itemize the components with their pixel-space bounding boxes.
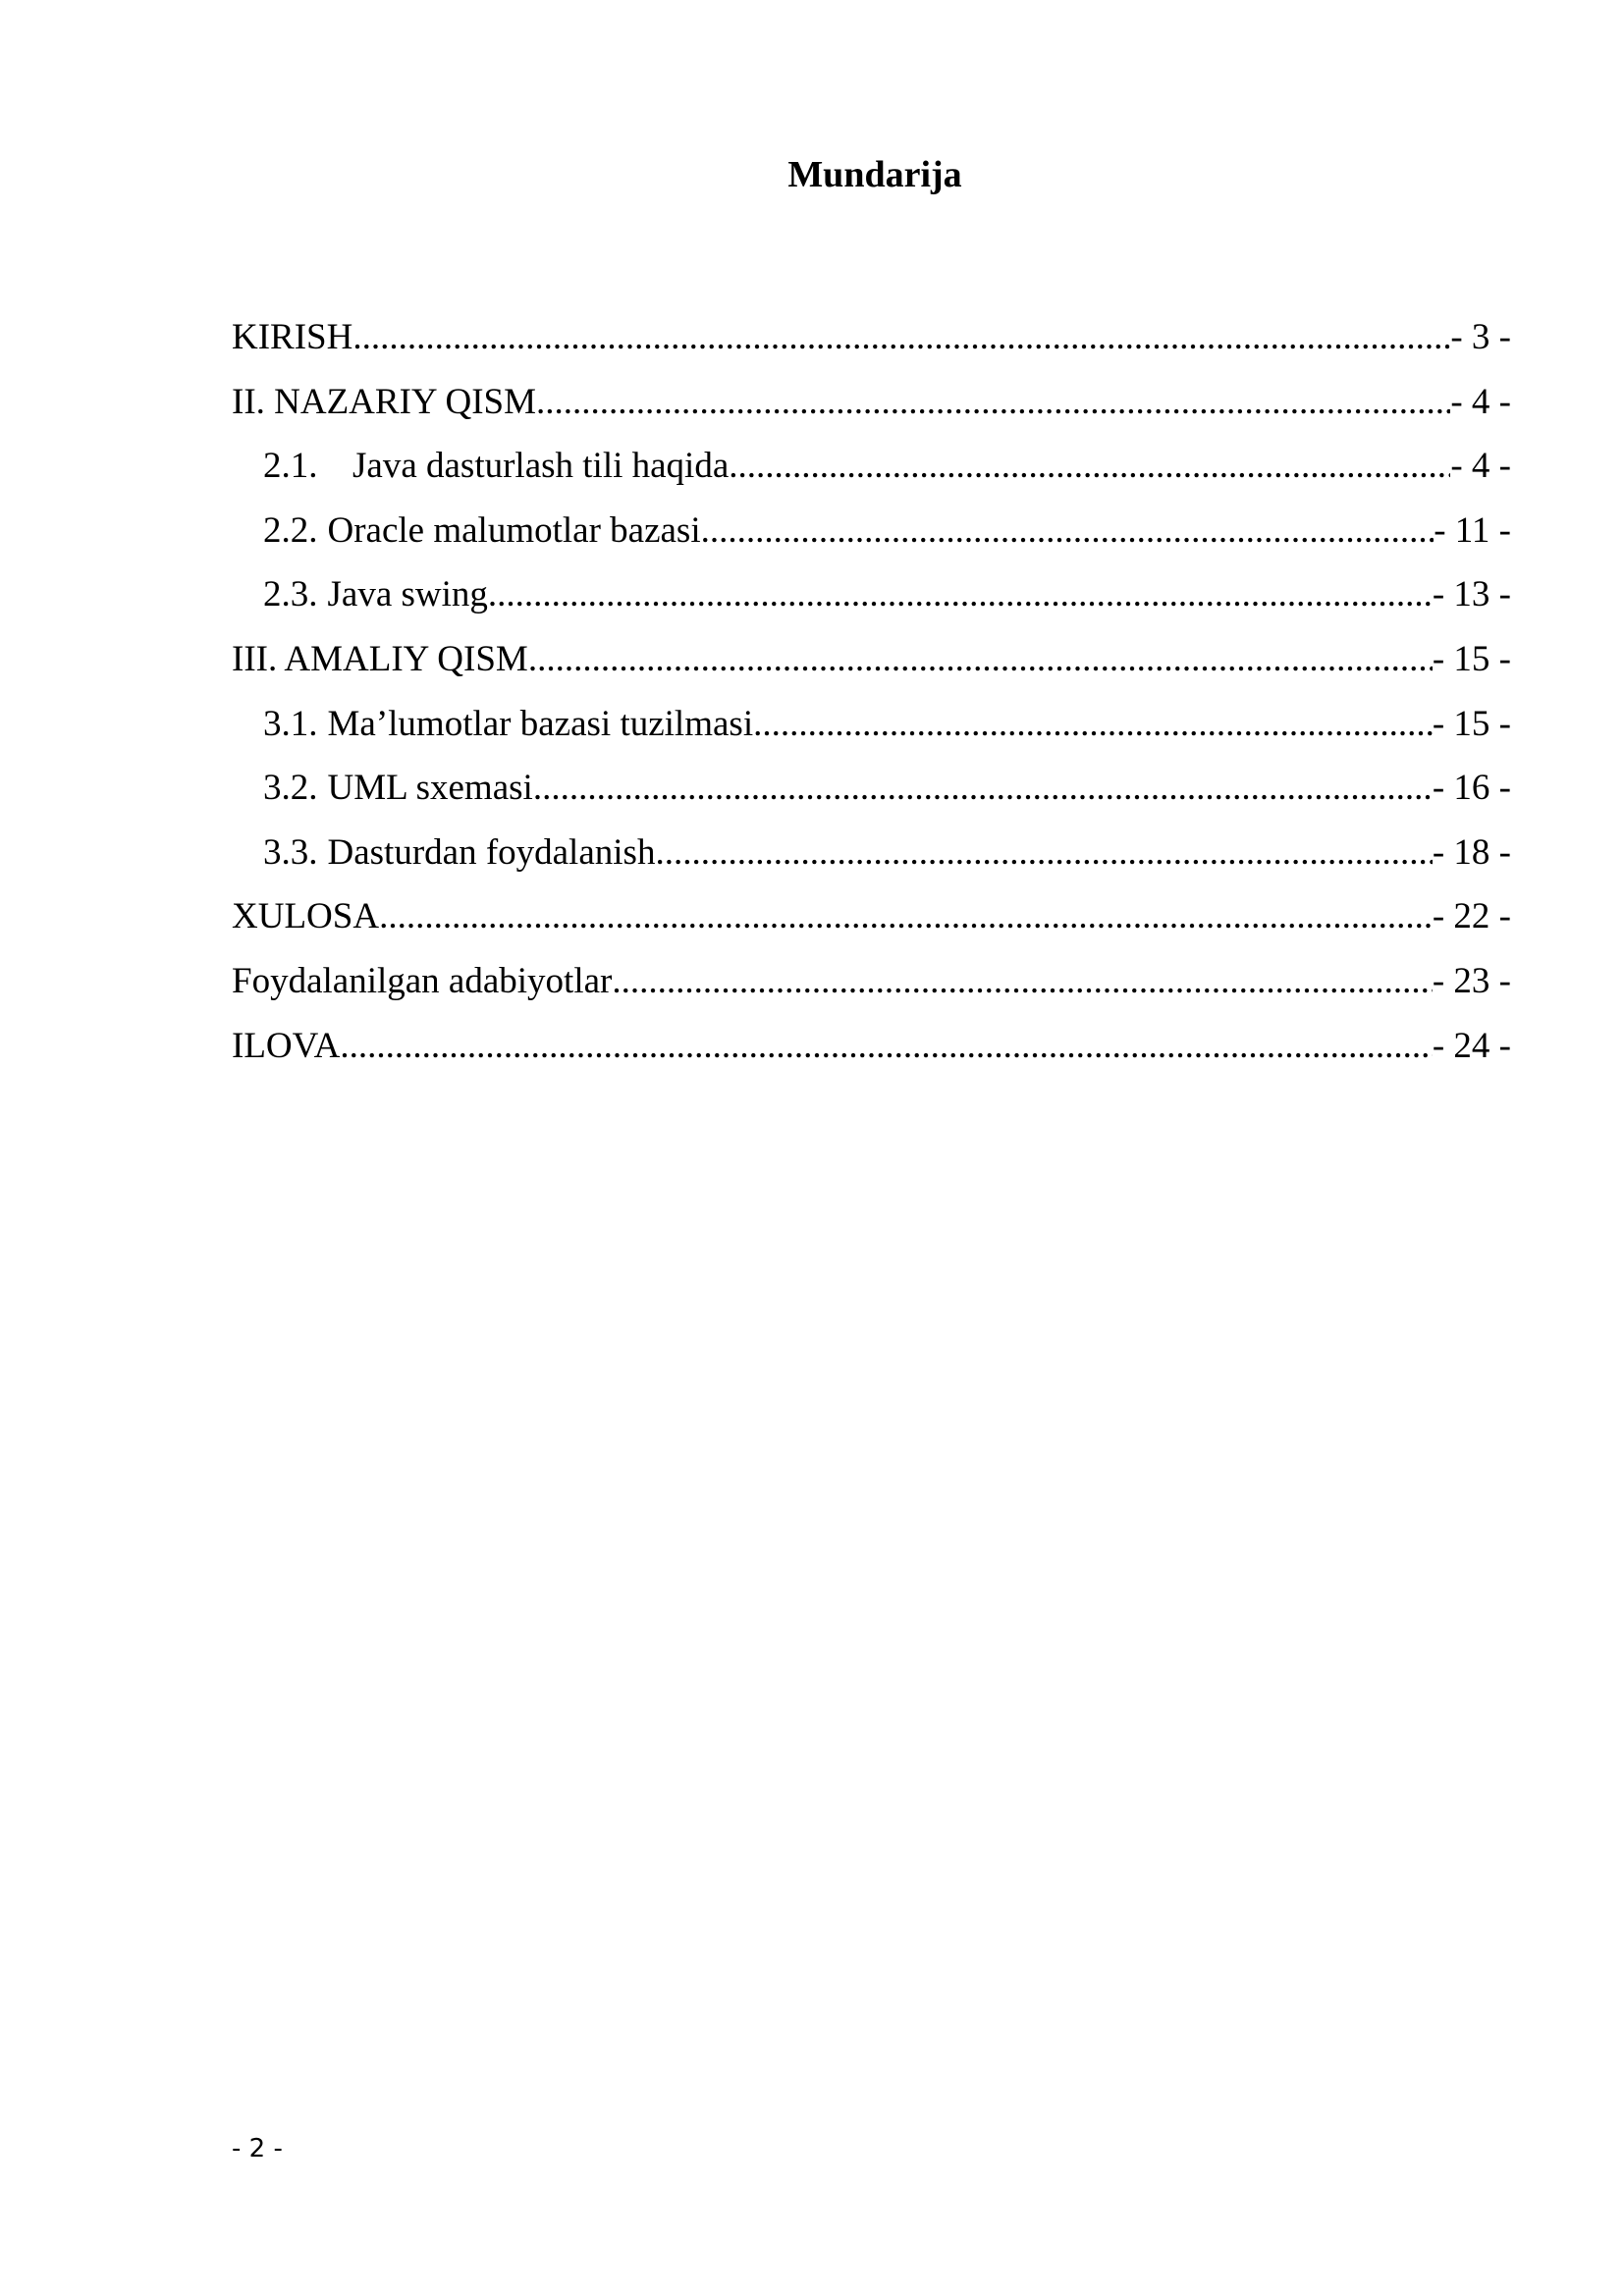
toc-entry-page: - 24 - [1432,1025,1511,1066]
toc-entry-text: Oracle malumotlar bazasi [327,509,701,551]
toc-entry-number: 3.3. [263,831,318,873]
toc-entry-page: - 18 - [1432,831,1511,873]
page-title: Mundarija [787,154,962,195]
toc-entry-text: UML sxemasi [327,768,533,809]
toc-entry-xulosa[interactable] [232,884,1511,949]
toc-entry-text: Java swing [327,574,488,615]
toc-entry-page: - 15 - [1432,638,1511,679]
toc-entry-java-dasturlash[interactable] [232,434,1511,499]
toc-entry-text: III. AMALIY QISM [232,638,528,679]
toc-dot-leader [379,884,1433,949]
toc-entry-java-swing[interactable] [232,562,1511,627]
toc-dot-leader [536,370,1450,435]
toc-entry-adabiyotlar[interactable] [232,949,1511,1014]
toc-entry-number: 3.1. [263,703,318,744]
toc-dot-leader [612,949,1432,1014]
toc-dot-leader [655,821,1432,885]
toc-entry-text: Dasturdan foydalanish [327,831,656,873]
toc-entry-ilova[interactable] [232,1014,1511,1079]
toc-entry-malumotlar-tuzilmasi[interactable] [232,692,1511,757]
toc-entry-page: - 23 - [1432,960,1511,1001]
toc-entry-text: Java dasturlash tili haqida [352,446,730,487]
toc-entry-text: KIRISH [232,317,353,357]
toc-entry-page: - 13 - [1432,574,1511,615]
toc-entry-dasturdan-foydalanish[interactable] [232,821,1511,885]
toc-entry-uml-sxemasi[interactable] [232,756,1511,821]
toc-entry-page: - 22 - [1432,896,1511,937]
toc-dot-leader [488,562,1433,627]
toc-dot-leader [753,692,1433,757]
toc-entry-kirish[interactable] [232,305,1511,370]
toc-dot-leader [352,305,1450,370]
toc-entry-page: - 16 - [1432,768,1511,809]
table-of-contents [232,305,1511,1078]
toc-dot-leader [729,434,1450,499]
toc-entry-amaliy-qism[interactable] [232,627,1511,692]
toc-entry-text: Foydalanilgan adabiyotlar [232,960,613,1001]
toc-dot-leader [340,1014,1433,1079]
toc-entry-page: - 4 - [1450,446,1511,487]
toc-entry-page: - 15 - [1432,703,1511,744]
toc-entry-text: XULOSA [232,896,380,937]
toc-dot-leader [701,499,1435,563]
toc-entry-number: 3.2. [263,768,318,809]
toc-entry-nazariy-qism[interactable] [232,370,1511,435]
page-number: - 2 - [232,2134,283,2163]
toc-entry-number: 2.2. [263,509,318,551]
toc-entry-text: Ma’lumotlar bazasi tuzilmasi [327,703,754,744]
toc-entry-number: 2.3. [263,574,318,615]
toc-entry-text: ILOVA [232,1025,341,1066]
toc-entry-page: - 11 - [1434,509,1511,551]
toc-entry-text: II. NAZARIY QISM [232,381,537,422]
toc-dot-leader [533,756,1433,821]
toc-dot-leader [528,627,1433,692]
toc-entry-oracle[interactable] [232,499,1511,563]
toc-entry-number: 2.1. [263,446,318,487]
toc-entry-page: - 4 - [1450,381,1511,422]
toc-entry-page: - 3 - [1450,317,1511,357]
